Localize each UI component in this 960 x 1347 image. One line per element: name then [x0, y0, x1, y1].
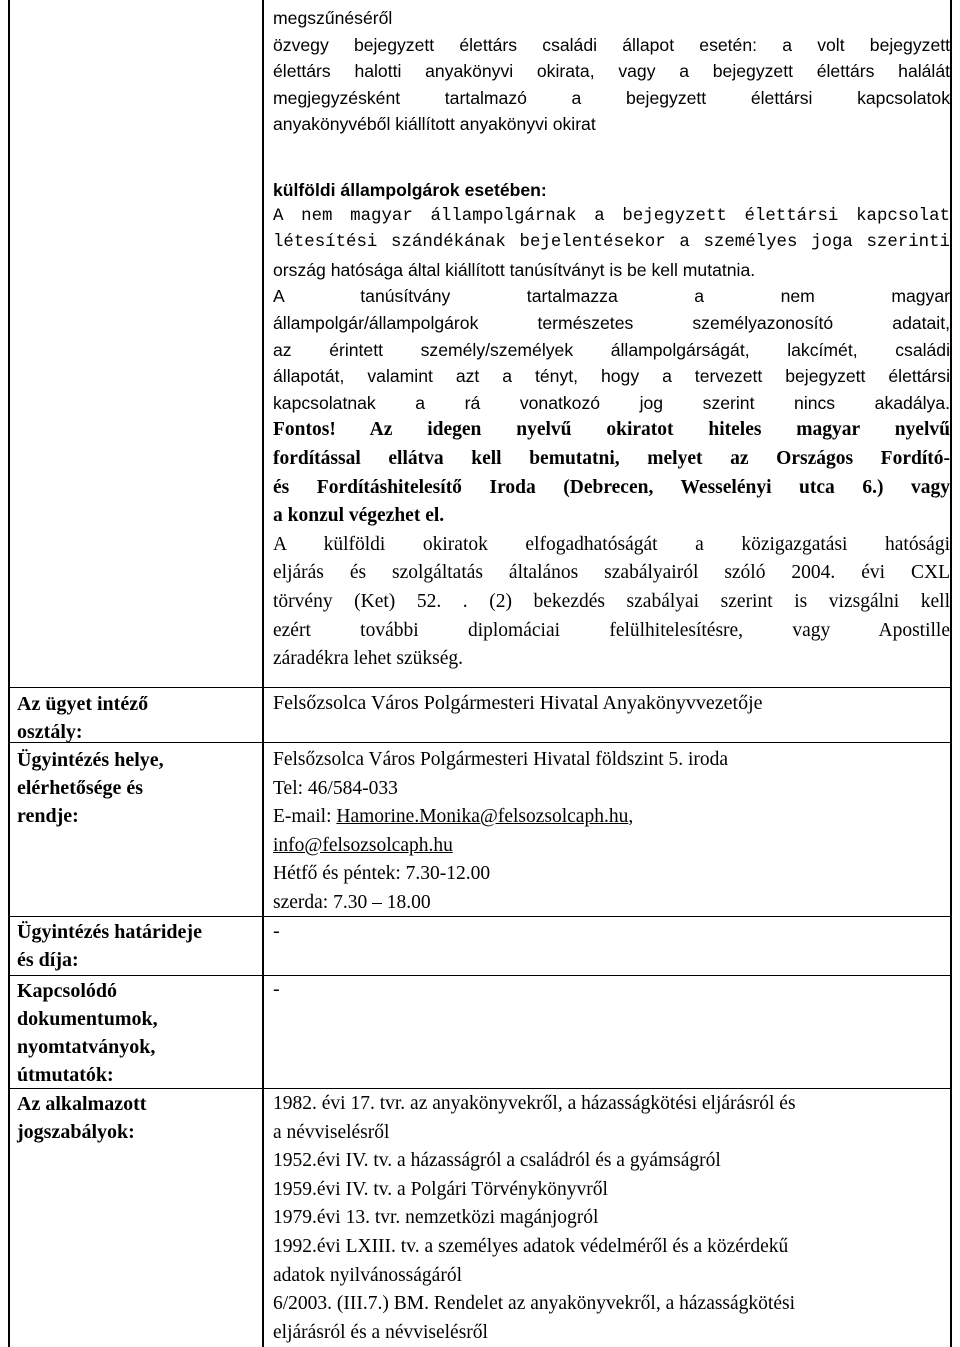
- label-line: Az alkalmazott: [17, 1093, 147, 1115]
- label-department: [17, 690, 252, 746]
- requirements-block: [273, 5, 950, 138]
- label-line: dokumentumok,: [17, 1008, 158, 1030]
- text-line: megjegyzésként tartalmazó a bejegyzett élettársi kapcsolatok: [273, 87, 950, 108]
- label-line: és díja:: [17, 949, 79, 971]
- law-line: 1982. évi 17. tvr. az anyakönyvekről, a házasságkötési eljárásról és: [273, 1093, 796, 1114]
- text-line: özvegy bejegyzett élettárs családi állapot esetén: a volt bejegyzett: [273, 34, 950, 55]
- label-line: Ügyintézés helye,: [17, 749, 164, 771]
- text-line: létesítési szándékának bejelentésekor a személyes joga szerinti: [273, 233, 950, 253]
- important-note-line: és Fordításhitelesítő Iroda (Debrecen, Wesselényi utca 6.) vagy: [273, 476, 950, 498]
- row-divider: [8, 687, 952, 688]
- text-line: törvény (Ket) 52. . (2) bekezdés szabályai szerint is vizsgálni kell: [273, 590, 950, 612]
- text-line: állampolgár/állampolgárok természetes személyazonosító adatait,: [273, 312, 950, 333]
- text-line: ezért további diplomáciai felülhitelesítésre, vagy Apostille: [273, 619, 950, 641]
- value-applicable-laws: [273, 1090, 950, 1347]
- value-department: Felsőzsolca Város Polgármesteri Hivatal Anyakönyvvezetője: [273, 692, 763, 714]
- text-line: A tanúsítvány tartalmazza a nem magyar: [273, 286, 950, 307]
- label-line: útmutatók:: [17, 1064, 114, 1086]
- text-line: A külföldi okiratok elfogadhatóságát a közigazgatási hatósági: [273, 533, 950, 555]
- text-line: megszűnéséről: [273, 8, 393, 28]
- text-line: anyakönyvéből kiállított anyakönyvi okirat: [273, 114, 596, 135]
- label-line: Ügyintézés határideje: [17, 921, 202, 943]
- table-right-border: [950, 0, 952, 1347]
- law-line: 6/2003. (III.7.) BM. Rendelet az anyakönyvekről, a házasságkötési: [273, 1293, 796, 1315]
- email-link-primary[interactable]: Hamorine.Monika@felsozsolcaph.hu: [336, 806, 629, 828]
- section-heading: külföldi állampolgárok esetében:: [273, 180, 547, 200]
- label-line: nyomtatványok,: [17, 1036, 156, 1058]
- text-line: élettárs halotti anyakönyvi okirata, vagy a bejegyzett élettárs halálát: [273, 61, 950, 82]
- law-line: 1952.évi IV. tv. a házasságról a családról és a gyámságról: [273, 1150, 721, 1172]
- label-related-documents: [17, 977, 252, 1089]
- label-line: elérhetősége és: [17, 777, 144, 799]
- email-separator: ,: [628, 806, 634, 828]
- important-note-line: a konzul végezhet el.: [273, 505, 445, 527]
- email-line: [273, 803, 950, 832]
- email-prefix: E-mail:: [273, 806, 337, 828]
- label-line: Kapcsolódó: [17, 980, 118, 1002]
- law-line: 1979.évi 13. tvr. nemzetközi magánjogról: [273, 1207, 599, 1229]
- text-line: az érintett személy/személyek állampolgárságát, lakcímét, családi: [273, 339, 950, 360]
- table-column-divider: [262, 0, 264, 1347]
- law-line: a névviselésről: [273, 1121, 390, 1143]
- email-link-secondary[interactable]: info@felsozsolcaph.hu: [273, 834, 453, 856]
- table-left-border: [8, 0, 10, 1347]
- text-line: A nem magyar állampolgárnak a bejegyzett élettársi kapcsolat: [273, 206, 950, 226]
- office-location: Felsőzsolca Város Polgármesteri Hivatal földszint 5. iroda: [273, 749, 729, 770]
- opening-hours: Hétfő és péntek: 7.30-12.00: [273, 863, 491, 885]
- law-line: adatok nyilvánosságáról: [273, 1264, 462, 1286]
- text-line: záradékra lehet szükség.: [273, 648, 464, 670]
- label-location-contact: [17, 746, 252, 830]
- important-text: Az idegen nyelvű okiratot hiteles magyar nyelvű: [369, 419, 950, 441]
- important-note-line: fordítással ellátva kell bemutatni, melyet az Országos Fordító-: [273, 447, 950, 469]
- text-line: állapotát, valamint azt a tényt, hogy a tervezett bejegyzett élettársi: [273, 366, 950, 387]
- label-applicable-laws: [17, 1090, 252, 1146]
- label-deadline-fee: [17, 918, 252, 974]
- law-line: eljárásról és a névviselésről: [273, 1321, 488, 1343]
- important-label: Fontos!: [273, 419, 336, 441]
- label-line: Az ügyet intéző: [17, 693, 149, 715]
- important-note-line: [273, 416, 950, 445]
- opening-hours: szerda: 7.30 – 18.00: [273, 891, 431, 913]
- law-line: 1992.évi LXIII. tv. a személyes adatok védelméről és a közérdekű: [273, 1235, 789, 1257]
- text-line: kapcsolatnak a rá vonatkozó jog szerint nincs akadálya.: [273, 392, 950, 413]
- phone-number: Tel: 46/584-033: [273, 777, 398, 799]
- value-related-documents: -: [273, 978, 280, 1000]
- value-deadline-fee: -: [273, 920, 280, 942]
- law-line: 1959.évi IV. tv. a Polgári Törvénykönyvről: [273, 1178, 608, 1200]
- label-line: jogszabályok:: [17, 1121, 135, 1143]
- text-line: ország hatósága által kiállított tanúsítványt is be kell mutatnia.: [273, 259, 756, 280]
- text-line: eljárás és szolgáltatás általános szabályairól szóló 2004. évi CXL: [273, 562, 950, 584]
- foreign-citizens-block: [273, 177, 950, 674]
- value-location-contact: [273, 746, 950, 918]
- label-line: rendje:: [17, 805, 79, 827]
- label-line: osztály:: [17, 721, 83, 743]
